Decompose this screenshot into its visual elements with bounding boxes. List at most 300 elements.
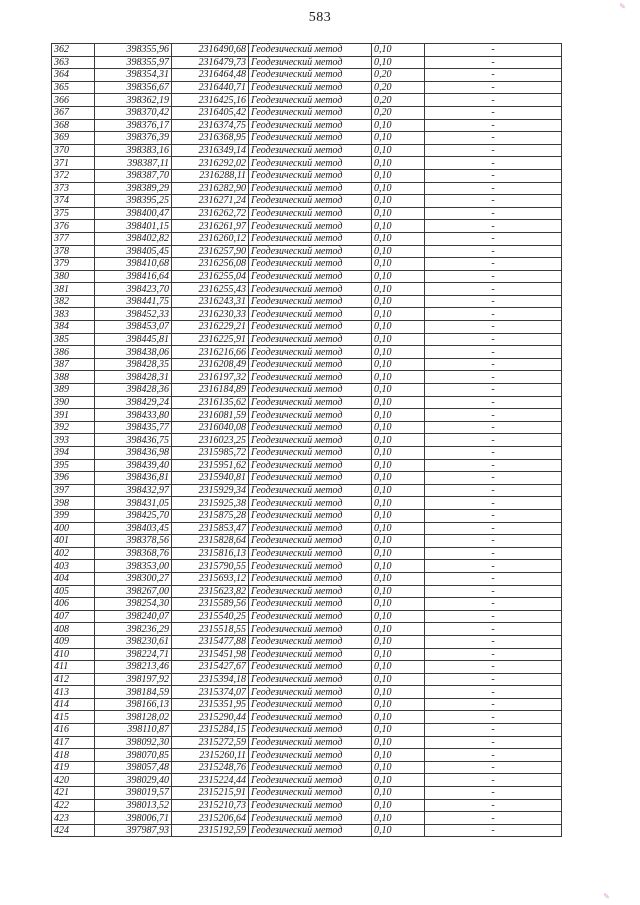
x-coordinate-cell: 398378,56 [95,535,172,548]
x-coordinate-cell: 398353,00 [95,560,172,573]
table-row [52,711,562,724]
point-number-cell: 377 [52,232,95,245]
description-cell: - [425,673,562,686]
method-cell: Геодезический метод [249,724,372,737]
accuracy-cell: 0,10 [372,245,425,258]
y-coordinate-cell: 2316081,59 [172,409,249,422]
accuracy-cell: 0,10 [372,447,425,460]
description-cell: - [425,182,562,195]
y-coordinate-cell: 2316490,68 [172,44,249,57]
y-coordinate-cell: 2315210,73 [172,799,249,812]
table-row [52,346,562,359]
accuracy-cell: 0,10 [372,220,425,233]
table-row [52,207,562,220]
method-cell: Геодезический метод [249,648,372,661]
point-number-cell: 399 [52,509,95,522]
description-cell: - [425,598,562,611]
x-coordinate-cell: 398019,57 [95,787,172,800]
y-coordinate-cell: 2316262,72 [172,207,249,220]
x-coordinate-cell: 398110,87 [95,724,172,737]
x-coordinate-cell: 398453,07 [95,321,172,334]
accuracy-cell: 0,10 [372,749,425,762]
y-coordinate-cell: 2315985,72 [172,447,249,460]
method-cell: Геодезический метод [249,207,372,220]
x-coordinate-cell: 398254,30 [95,598,172,611]
y-coordinate-cell: 2315374,07 [172,686,249,699]
description-cell: - [425,44,562,57]
method-cell: Геодезический метод [249,321,372,334]
table-row [52,535,562,548]
point-number-cell: 403 [52,560,95,573]
accuracy-cell: 0,10 [372,56,425,69]
table-row [52,258,562,271]
accuracy-cell: 0,10 [372,787,425,800]
method-cell: Геодезический метод [249,232,372,245]
x-coordinate-cell: 398401,15 [95,220,172,233]
point-number-cell: 408 [52,623,95,636]
point-number-cell: 414 [52,698,95,711]
description-cell: - [425,711,562,724]
method-cell: Геодезический метод [249,774,372,787]
table-row [52,56,562,69]
table-row [52,409,562,422]
table-row [52,635,562,648]
point-number-cell: 365 [52,81,95,94]
description-cell: - [425,749,562,762]
accuracy-cell: 0,10 [372,321,425,334]
accuracy-cell: 0,20 [372,69,425,82]
description-cell: - [425,207,562,220]
point-number-cell: 372 [52,169,95,182]
point-number-cell: 393 [52,434,95,447]
method-cell: Геодезический метод [249,169,372,182]
y-coordinate-cell: 2315925,38 [172,497,249,510]
table-row [52,623,562,636]
table-row [52,396,562,409]
y-coordinate-cell: 2316282,90 [172,182,249,195]
method-cell: Геодезический метод [249,572,372,585]
coordinates-table-body [52,44,562,837]
accuracy-cell: 0,10 [372,661,425,674]
method-cell: Геодезический метод [249,686,372,699]
y-coordinate-cell: 2315693,12 [172,572,249,585]
table-row [52,749,562,762]
description-cell: - [425,648,562,661]
point-number-cell: 415 [52,711,95,724]
x-coordinate-cell: 398395,25 [95,195,172,208]
accuracy-cell: 0,10 [372,207,425,220]
table-row [52,283,562,296]
x-coordinate-cell: 398387,70 [95,169,172,182]
description-cell: - [425,736,562,749]
y-coordinate-cell: 2316229,21 [172,321,249,334]
y-coordinate-cell: 2316374,75 [172,119,249,132]
method-cell: Геодезический метод [249,69,372,82]
x-coordinate-cell: 398029,40 [95,774,172,787]
table-row [52,547,562,560]
table-row [52,648,562,661]
table-row [52,686,562,699]
accuracy-cell: 0,10 [372,761,425,774]
description-cell: - [425,295,562,308]
x-coordinate-cell: 398362,19 [95,94,172,107]
table-row [52,484,562,497]
method-cell: Геодезический метод [249,270,372,283]
table-row [52,736,562,749]
point-number-cell: 375 [52,207,95,220]
method-cell: Геодезический метод [249,220,372,233]
accuracy-cell: 0,10 [372,421,425,434]
y-coordinate-cell: 2316261,97 [172,220,249,233]
method-cell: Геодезический метод [249,396,372,409]
accuracy-cell: 0,10 [372,610,425,623]
y-coordinate-cell: 2316216,66 [172,346,249,359]
y-coordinate-cell: 2316255,04 [172,270,249,283]
y-coordinate-cell: 2315394,18 [172,673,249,686]
description-cell: - [425,547,562,560]
method-cell: Геодезический метод [249,44,372,57]
y-coordinate-cell: 2315875,28 [172,509,249,522]
x-coordinate-cell: 398405,45 [95,245,172,258]
point-number-cell: 422 [52,799,95,812]
accuracy-cell: 0,20 [372,81,425,94]
x-coordinate-cell: 398383,16 [95,144,172,157]
table-row [52,799,562,812]
method-cell: Геодезический метод [249,371,372,384]
accuracy-cell: 0,10 [372,522,425,535]
table-row [52,459,562,472]
method-cell: Геодезический метод [249,308,372,321]
accuracy-cell: 0,10 [372,132,425,145]
point-number-cell: 409 [52,635,95,648]
x-coordinate-cell: 398452,33 [95,308,172,321]
accuracy-cell: 0,10 [372,812,425,825]
description-cell: - [425,69,562,82]
table-row [52,812,562,825]
point-number-cell: 400 [52,522,95,535]
x-coordinate-cell: 398230,61 [95,635,172,648]
description-cell: - [425,824,562,837]
method-cell: Геодезический метод [249,182,372,195]
point-number-cell: 396 [52,472,95,485]
x-coordinate-cell: 398387,11 [95,157,172,170]
method-cell: Геодезический метод [249,447,372,460]
y-coordinate-cell: 2315284,15 [172,724,249,737]
table-row [52,106,562,119]
description-cell: - [425,396,562,409]
page-number: 583 [308,10,332,25]
accuracy-cell: 0,10 [372,459,425,472]
y-coordinate-cell: 2316243,31 [172,295,249,308]
description-cell: - [425,686,562,699]
accuracy-cell: 0,10 [372,434,425,447]
description-cell: - [425,333,562,346]
accuracy-cell: 0,10 [372,270,425,283]
description-cell: - [425,774,562,787]
x-coordinate-cell: 398436,75 [95,434,172,447]
method-cell: Геодезический метод [249,635,372,648]
y-coordinate-cell: 2315215,91 [172,787,249,800]
table-row [52,358,562,371]
table-row [52,509,562,522]
table-row [52,585,562,598]
description-cell: - [425,560,562,573]
description-cell: - [425,522,562,535]
table-row [52,144,562,157]
point-number-cell: 392 [52,421,95,434]
x-coordinate-cell: 398355,96 [95,44,172,57]
point-number-cell: 364 [52,69,95,82]
method-cell: Геодезический метод [249,522,372,535]
accuracy-cell: 0,10 [372,711,425,724]
point-number-cell: 388 [52,371,95,384]
method-cell: Геодезический метод [249,295,372,308]
point-number-cell: 386 [52,346,95,359]
table-row [52,560,562,573]
x-coordinate-cell: 398092,30 [95,736,172,749]
y-coordinate-cell: 2316368,95 [172,132,249,145]
table-row [52,169,562,182]
y-coordinate-cell: 2316464,48 [172,69,249,82]
point-number-cell: 398 [52,497,95,510]
x-coordinate-cell: 398376,39 [95,132,172,145]
description-cell: - [425,585,562,598]
accuracy-cell: 0,10 [372,648,425,661]
y-coordinate-cell: 2316257,90 [172,245,249,258]
description-cell: - [425,409,562,422]
accuracy-cell: 0,10 [372,736,425,749]
description-cell: - [425,245,562,258]
accuracy-cell: 0,10 [372,547,425,560]
accuracy-cell: 0,10 [372,182,425,195]
method-cell: Геодезический метод [249,358,372,371]
point-number-cell: 402 [52,547,95,560]
x-coordinate-cell: 398356,67 [95,81,172,94]
description-cell: - [425,635,562,648]
y-coordinate-cell: 2316349,14 [172,144,249,157]
x-coordinate-cell: 398300,27 [95,572,172,585]
accuracy-cell: 0,10 [372,509,425,522]
y-coordinate-cell: 2315427,67 [172,661,249,674]
table-row [52,157,562,170]
y-coordinate-cell: 2316197,32 [172,371,249,384]
point-number-cell: 417 [52,736,95,749]
x-coordinate-cell: 398431,05 [95,497,172,510]
point-number-cell: 385 [52,333,95,346]
table-row [52,232,562,245]
x-coordinate-cell: 397987,93 [95,824,172,837]
point-number-cell: 366 [52,94,95,107]
y-coordinate-cell: 2315248,76 [172,761,249,774]
x-coordinate-cell: 398428,31 [95,371,172,384]
table-row [52,195,562,208]
table-row [52,245,562,258]
point-number-cell: 424 [52,824,95,837]
accuracy-cell: 0,10 [372,258,425,271]
method-cell: Геодезический метод [249,824,372,837]
description-cell: - [425,623,562,636]
description-cell: - [425,258,562,271]
point-number-cell: 379 [52,258,95,271]
accuracy-cell: 0,10 [372,295,425,308]
x-coordinate-cell: 398436,81 [95,472,172,485]
accuracy-cell: 0,10 [372,560,425,573]
method-cell: Геодезический метод [249,547,372,560]
method-cell: Геодезический метод [249,535,372,548]
description-cell: - [425,484,562,497]
table-row [52,787,562,800]
method-cell: Геодезический метод [249,346,372,359]
description-cell: - [425,384,562,397]
point-number-cell: 380 [52,270,95,283]
table-row [52,774,562,787]
table-row [52,371,562,384]
method-cell: Геодезический метод [249,459,372,472]
x-coordinate-cell: 398236,29 [95,623,172,636]
accuracy-cell: 0,10 [372,232,425,245]
table-row [52,673,562,686]
x-coordinate-cell: 398432,97 [95,484,172,497]
x-coordinate-cell: 398416,64 [95,270,172,283]
table-row [52,69,562,82]
description-cell: - [425,812,562,825]
method-cell: Геодезический метод [249,144,372,157]
description-cell: - [425,535,562,548]
x-coordinate-cell: 398166,13 [95,698,172,711]
x-coordinate-cell: 398128,02 [95,711,172,724]
accuracy-cell: 0,10 [372,371,425,384]
accuracy-cell: 0,10 [372,308,425,321]
y-coordinate-cell: 2315940,81 [172,472,249,485]
y-coordinate-cell: 2315828,64 [172,535,249,548]
table-row [52,698,562,711]
point-number-cell: 378 [52,245,95,258]
description-cell: - [425,119,562,132]
y-coordinate-cell: 2315790,55 [172,560,249,573]
accuracy-cell: 0,10 [372,346,425,359]
point-number-cell: 381 [52,283,95,296]
y-coordinate-cell: 2315451,98 [172,648,249,661]
accuracy-cell: 0,10 [372,535,425,548]
accuracy-cell: 0,10 [372,144,425,157]
accuracy-cell: 0,10 [372,598,425,611]
point-number-cell: 423 [52,812,95,825]
y-coordinate-cell: 2316184,89 [172,384,249,397]
description-cell: - [425,157,562,170]
point-number-cell: 412 [52,673,95,686]
x-coordinate-cell: 398355,97 [95,56,172,69]
description-cell: - [425,724,562,737]
table-row [52,610,562,623]
accuracy-cell: 0,20 [372,106,425,119]
method-cell: Геодезический метод [249,94,372,107]
y-coordinate-cell: 2315290,44 [172,711,249,724]
method-cell: Геодезический метод [249,749,372,762]
description-cell: - [425,472,562,485]
y-coordinate-cell: 2316479,73 [172,56,249,69]
point-number-cell: 389 [52,384,95,397]
x-coordinate-cell: 398445,81 [95,333,172,346]
x-coordinate-cell: 398423,70 [95,283,172,296]
x-coordinate-cell: 398070,85 [95,749,172,762]
y-coordinate-cell: 2316292,02 [172,157,249,170]
x-coordinate-cell: 398436,98 [95,447,172,460]
x-coordinate-cell: 398400,47 [95,207,172,220]
table-row [52,81,562,94]
x-coordinate-cell: 398435,77 [95,421,172,434]
point-number-cell: 382 [52,295,95,308]
point-number-cell: 418 [52,749,95,762]
y-coordinate-cell: 2315192,59 [172,824,249,837]
y-coordinate-cell: 2315260,11 [172,749,249,762]
description-cell: - [425,321,562,334]
method-cell: Геодезический метод [249,497,372,510]
method-cell: Геодезический метод [249,787,372,800]
table-row [52,295,562,308]
y-coordinate-cell: 2315518,55 [172,623,249,636]
description-cell: - [425,761,562,774]
table-row [52,421,562,434]
point-number-cell: 406 [52,598,95,611]
y-coordinate-cell: 2315623,82 [172,585,249,598]
point-number-cell: 394 [52,447,95,460]
accuracy-cell: 0,10 [372,409,425,422]
point-number-cell: 374 [52,195,95,208]
method-cell: Геодезический метод [249,509,372,522]
x-coordinate-cell: 398240,07 [95,610,172,623]
x-coordinate-cell: 398402,82 [95,232,172,245]
y-coordinate-cell: 2316256,08 [172,258,249,271]
point-number-cell: 401 [52,535,95,548]
method-cell: Геодезический метод [249,623,372,636]
table-row [52,472,562,485]
description-cell: - [425,358,562,371]
accuracy-cell: 0,10 [372,497,425,510]
description-cell: - [425,434,562,447]
description-cell: - [425,220,562,233]
point-number-cell: 384 [52,321,95,334]
method-cell: Геодезический метод [249,610,372,623]
description-cell: - [425,270,562,283]
accuracy-cell: 0,10 [372,799,425,812]
point-number-cell: 387 [52,358,95,371]
description-cell: - [425,610,562,623]
x-coordinate-cell: 398425,70 [95,509,172,522]
table-row [52,132,562,145]
accuracy-cell: 0,10 [372,195,425,208]
coordinates-table [51,43,562,837]
description-cell: - [425,509,562,522]
method-cell: Геодезический метод [249,560,372,573]
point-number-cell: 391 [52,409,95,422]
method-cell: Геодезический метод [249,384,372,397]
table-row [52,761,562,774]
y-coordinate-cell: 2315951,62 [172,459,249,472]
description-cell: - [425,787,562,800]
description-cell: - [425,81,562,94]
accuracy-cell: 0,10 [372,333,425,346]
y-coordinate-cell: 2316288,11 [172,169,249,182]
accuracy-cell: 0,10 [372,724,425,737]
method-cell: Геодезический метод [249,673,372,686]
y-coordinate-cell: 2316230,33 [172,308,249,321]
method-cell: Геодезический метод [249,195,372,208]
y-coordinate-cell: 2316255,43 [172,283,249,296]
method-cell: Геодезический метод [249,812,372,825]
method-cell: Геодезический метод [249,245,372,258]
x-coordinate-cell: 398057,48 [95,761,172,774]
x-coordinate-cell: 398441,75 [95,295,172,308]
